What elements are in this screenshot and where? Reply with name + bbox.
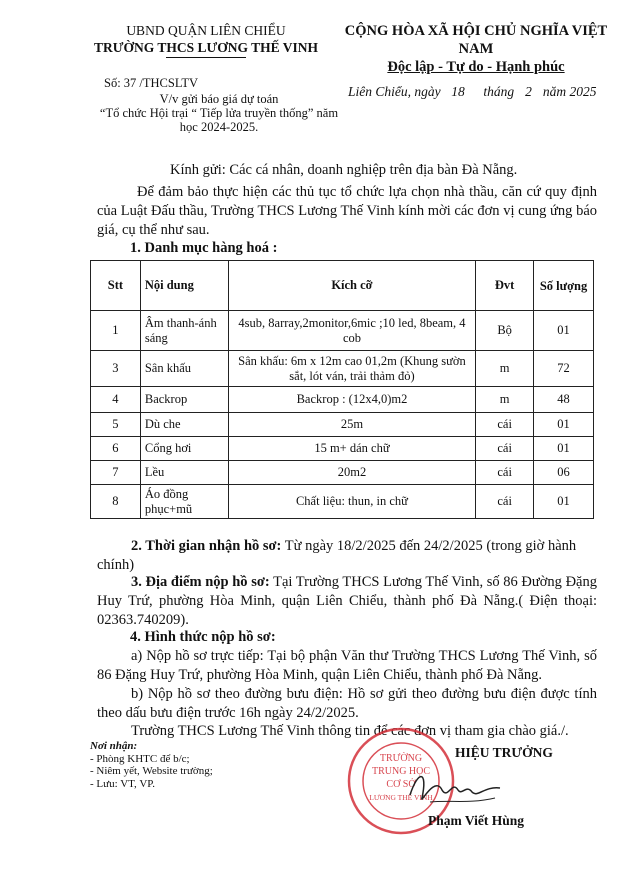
date-place: Liên Chiểu, ngày bbox=[348, 84, 441, 99]
header-stt: Stt bbox=[91, 261, 141, 311]
recipients-block bbox=[90, 740, 213, 790]
signature-icon bbox=[400, 760, 510, 810]
section-3 bbox=[97, 573, 597, 630]
section-3-title: 3. Địa điểm nộp hồ sơ: bbox=[131, 574, 270, 590]
cell-stt: 6 bbox=[91, 437, 141, 461]
cell-unit: m bbox=[476, 387, 534, 413]
cell-quantity: 01 bbox=[534, 485, 594, 519]
cell-size: 15 m+ dán chữ bbox=[228, 437, 476, 461]
motto: Độc lập - Tự do - Hạnh phúc bbox=[387, 59, 565, 75]
document-subject bbox=[74, 92, 364, 134]
cell-size: 20m2 bbox=[228, 461, 476, 485]
header-quantity: Số lượng bbox=[534, 261, 594, 311]
subject-line: V/v gửi báo giá dự toán bbox=[159, 92, 279, 106]
cell-stt: 5 bbox=[91, 413, 141, 437]
table-row bbox=[91, 413, 594, 437]
section-4-a: a) Nộp hồ sơ trực tiếp: Tại bộ phận Văn thư Trường THCS Lương Thế Vinh, số 86 Đặng Huy Trứ, phường Hòa Minh, quận Liên Chiểu, thành phố Đà Nẵng. bbox=[97, 648, 597, 683]
district-name: UBND QUẬN LIÊN CHIỂU bbox=[126, 23, 286, 38]
closing-statement: Trường THCS Lương Thế Vinh thông tin để các đơn vị tham gia chào giá./. bbox=[131, 723, 569, 739]
cell-stt: 1 bbox=[91, 311, 141, 351]
cell-quantity: 01 bbox=[534, 311, 594, 351]
intro-paragraph: Để đảm bảo thực hiện các thủ tục tổ chức lựa chọn nhà thầu, căn cứ quy định của Luật Đấu thầu, Trường THCS Lương Thế Vinh kính mời các đơn vị cung ứng báo giá, cụ thể như sau. bbox=[97, 184, 597, 238]
cell-quantity: 48 bbox=[534, 387, 594, 413]
section-1-title: 1. Danh mục hàng hoá : bbox=[130, 240, 278, 256]
cell-unit: cái bbox=[476, 461, 534, 485]
recipient-item: - Niêm yết, Website trường; bbox=[90, 765, 213, 777]
svg-text:TRƯỜNG: TRƯỜNG bbox=[379, 753, 423, 764]
cell-unit: cái bbox=[476, 437, 534, 461]
section-2-title: 2. Thời gian nhận hồ sơ: bbox=[131, 538, 282, 554]
underline-divider bbox=[166, 57, 246, 58]
cell-unit: m bbox=[476, 351, 534, 387]
table-row bbox=[91, 437, 594, 461]
date-year: năm 2025 bbox=[542, 84, 597, 99]
section-2 bbox=[97, 537, 597, 575]
cell-content: Âm thanh-ánh sáng bbox=[140, 311, 228, 351]
issue-date bbox=[348, 84, 597, 100]
cell-size: Sân khấu: 6m x 12m cao 01,2m (Khung sườn sắt, lót ván, trải thảm đỏ) bbox=[228, 351, 476, 387]
section-4-title: 4. Hình thức nộp hồ sơ: bbox=[130, 629, 276, 645]
nation-title: CỘNG HÒA XÃ HỘI CHỦ NGHĨA VIỆT NAM bbox=[344, 23, 608, 57]
section-3-text: Tại Trường THCS Lương Thế Vinh, số 86 Đường Đặng Huy Trứ, phường Hòa Minh, quận Liên Chiểu, thành phố Đà Nẵng.( Điện thoại: 02363.740209). bbox=[97, 574, 597, 628]
cell-stt: 7 bbox=[91, 461, 141, 485]
cell-size: Chất liệu: thun, in chữ bbox=[228, 485, 476, 519]
subject-line: “Tổ chức Hội trại “ Tiếp lửa truyền thống” năm bbox=[99, 106, 339, 120]
cell-content: Áo đồng phục+mũ bbox=[140, 485, 228, 519]
issuing-organization bbox=[86, 22, 326, 58]
document-number: Số: 37 /THCSLTV bbox=[104, 76, 199, 90]
cell-stt: 3 bbox=[91, 351, 141, 387]
subject-line: học 2024-2025. bbox=[179, 120, 259, 134]
header-unit: Đvt bbox=[476, 261, 534, 311]
table-row bbox=[91, 351, 594, 387]
goods-table bbox=[90, 260, 594, 519]
header-size: Kích cỡ bbox=[228, 261, 476, 311]
cell-quantity: 06 bbox=[534, 461, 594, 485]
section-2-text: Từ ngày 18/2/2025 đến 24/2/2025 (trong giờ hành chính) bbox=[97, 538, 577, 573]
recipients-title: Nơi nhận: bbox=[90, 740, 138, 752]
signer-name: Phạm Viết Hùng bbox=[428, 813, 525, 828]
table-row bbox=[91, 461, 594, 485]
header-content: Nội dung bbox=[140, 261, 228, 311]
cell-unit: cái bbox=[476, 413, 534, 437]
section-4-b: b) Nộp hồ sơ theo đường bưu điện: Hồ sơ gửi theo đường bưu điện được tính theo dấu bưu điện trước 16h ngày 24/2/2025. bbox=[97, 686, 597, 721]
recipient-item: - Lưu: VT, VP. bbox=[90, 777, 155, 790]
table-row bbox=[91, 387, 594, 413]
cell-content: Cổng hơi bbox=[140, 437, 228, 461]
cell-quantity: 01 bbox=[534, 413, 594, 437]
cell-stt: 8 bbox=[91, 485, 141, 519]
svg-text:LƯƠNG THẾ VINH: LƯƠNG THẾ VINH bbox=[369, 793, 433, 802]
national-motto bbox=[326, 22, 626, 76]
cell-unit: cái bbox=[476, 485, 534, 519]
svg-text:TRUNG HỌC: TRUNG HỌC bbox=[371, 766, 431, 777]
cell-content: Lều bbox=[140, 461, 228, 485]
cell-content: Dù che bbox=[140, 413, 228, 437]
table-row bbox=[91, 485, 594, 519]
cell-size: 4sub, 8array,2monitor,6mic ;10 led, 8beam, 4 cob bbox=[228, 311, 476, 351]
greeting: Kính gửi: Các cá nhân, doanh nghiệp trên địa bàn Đà Nẵng. bbox=[170, 162, 518, 178]
cell-size: 25m bbox=[228, 413, 476, 437]
cell-content: Backrop bbox=[140, 387, 228, 413]
date-day: 18 bbox=[451, 84, 465, 99]
table-header-row bbox=[91, 261, 594, 311]
cell-quantity: 01 bbox=[534, 437, 594, 461]
date-month: 2 bbox=[525, 84, 532, 99]
table-row bbox=[91, 311, 594, 351]
cell-unit: Bộ bbox=[476, 311, 534, 351]
cell-content: Sân khấu bbox=[140, 351, 228, 387]
recipient-item: - Phòng KHTC để b/c; bbox=[90, 752, 190, 765]
cell-quantity: 72 bbox=[534, 351, 594, 387]
cell-stt: 4 bbox=[91, 387, 141, 413]
svg-text:CƠ SỞ: CƠ SỞ bbox=[386, 779, 416, 790]
date-month-label: tháng bbox=[483, 84, 515, 99]
signer-title: HIỆU TRƯỞNG bbox=[455, 745, 553, 760]
cell-size: Backrop : (12x4,0)m2 bbox=[228, 387, 476, 413]
school-name: TRƯỜNG THCS LƯƠNG THẾ VINH bbox=[93, 40, 319, 55]
